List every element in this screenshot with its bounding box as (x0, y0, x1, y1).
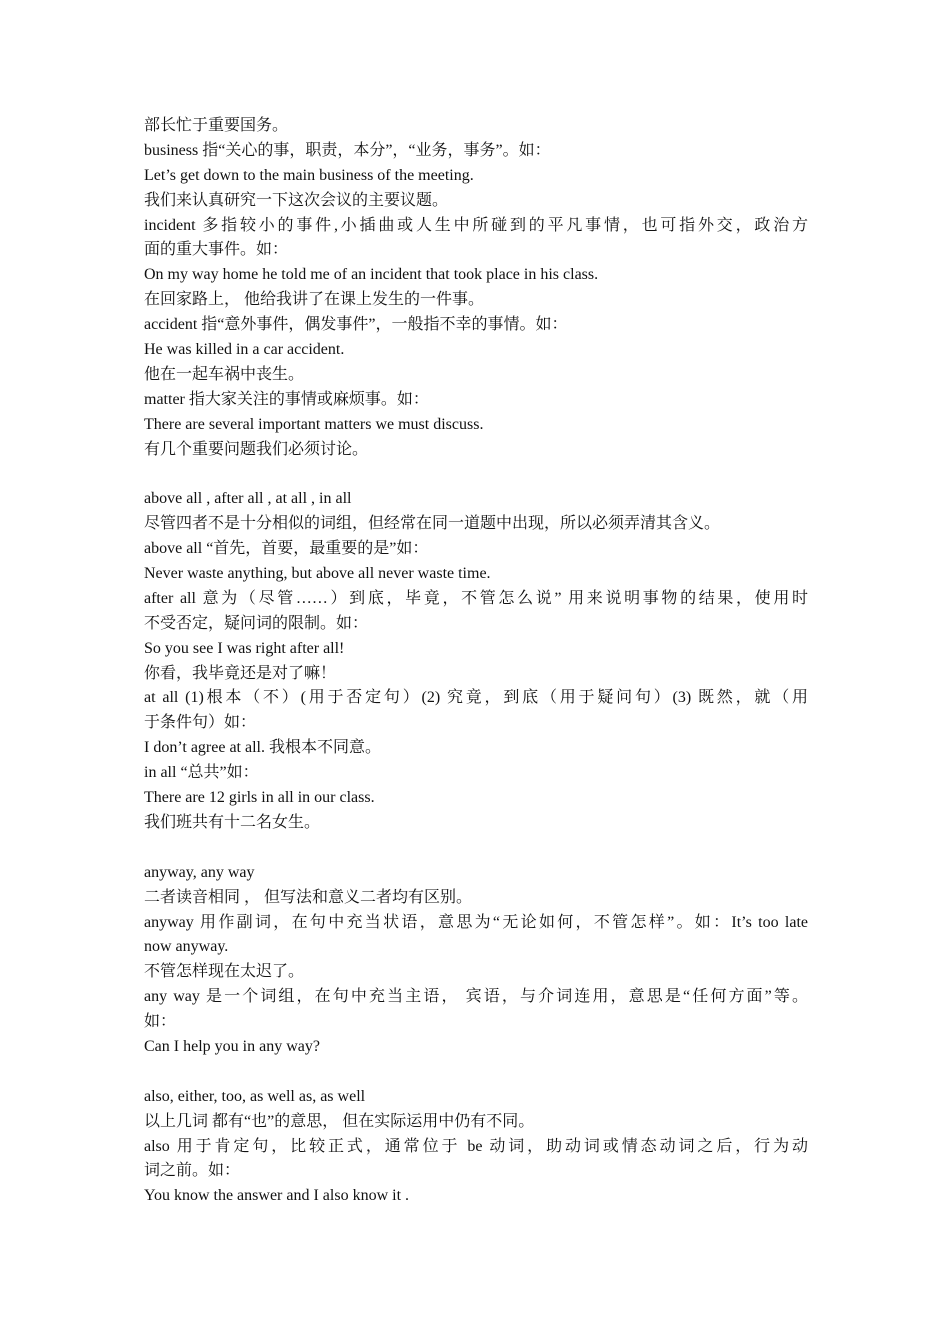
text-line: 不管怎样现在太迟了。 (144, 963, 305, 981)
text-line: 部长忙于重要国务。 (144, 117, 289, 134)
text-line: Let’s get down to the main business of the meeting. (144, 166, 474, 184)
blank-line (144, 1060, 808, 1085)
text-line: 我们班共有十二名女生。 (144, 813, 321, 831)
text-line: 以上几词 都有“也”的意思， 但在实际运用中仍有不同。 (144, 1112, 535, 1130)
text-line: On my way home he told me of an incident that took place in his class. (144, 266, 599, 284)
text-line: 如： (144, 1013, 177, 1031)
section-heading: anyway, any way (144, 863, 255, 881)
text-line: Can I help you in any way? (144, 1037, 320, 1055)
text-line: 你看，我毕竟还是对了嘛！ (144, 664, 337, 682)
text-line: in all “总共”如： (144, 764, 259, 782)
blank-line (144, 462, 808, 487)
text-line: 在回家路上， 他给我讲了在课上发生的一件事。 (144, 291, 485, 309)
text-line: There are several important matters we must discuss. (144, 415, 484, 433)
section-heading: also, either, too, as well as, as well (144, 1087, 366, 1105)
text-line: 有几个重要问题我们必须讨论。 (144, 440, 369, 458)
text-line: at all (1)根本（不）(用于否定句）(2) 究竟，到底（用于疑问句）(3) 既然，就（用 (144, 689, 808, 707)
text-line: incident 多指较小的事件,小插曲或人生中所碰到的平凡事情，也可指外交，政治方 (144, 216, 808, 234)
text-line: Never waste anything, but above all never waste time. (144, 565, 491, 583)
document-page (144, 114, 808, 1209)
text-line: 二者读音相同 ， 但写法和意义二者均有区别。 (144, 888, 473, 906)
blank-line (144, 836, 808, 861)
text-line: 他在一起车祸中丧生。 (144, 365, 305, 383)
text-line: after all 意为（尽管……）到底，毕竟，不管怎么说” 用来说明事物的结果，使用时 (144, 589, 808, 607)
text-line: There are 12 girls in all in our class. (144, 789, 375, 807)
text-line: above all “首先，首要，最重要的是”如： (144, 540, 429, 558)
text-line: now anyway. (144, 938, 229, 956)
text-line: 于条件句）如： (144, 714, 257, 732)
text-line: He was killed in a car accident. (144, 341, 345, 359)
text-line: accident 指“意外事件，偶发事件”，一般指不幸的事情。如： (144, 316, 568, 334)
text-line: You know the answer and I also know it . (144, 1187, 410, 1205)
text-line: I don’t agree at all. 我根本不同意。 (144, 739, 381, 757)
text-line: 面的重大事件。如： (144, 241, 289, 259)
text-line: 词之前。如： (144, 1162, 241, 1180)
text-line: 不受否定，疑问词的限制。如： (144, 614, 369, 632)
text-line: any way 是一个词组，在句中充当主语， 宾语，与介词连用，意思是“任何方面”等。 (144, 988, 808, 1006)
text-line: also 用于肯定句，比较正式，通常位于 be 动词，助动词或情态动词之后，行为动 (144, 1137, 808, 1155)
text-line: business 指“关心的事，职责，本分”，“业务，事务”。如： (144, 141, 551, 159)
text-line: anyway 用作副词，在句中充当状语，意思为“无论如何，不管怎样”。如：It’s too late (144, 913, 808, 931)
text-line: matter 指大家关注的事情或麻烦事。如： (144, 390, 429, 408)
text-line: So you see I was right after all! (144, 639, 345, 657)
text-line: 我们来认真研究一下这次会议的主要议题。 (144, 191, 449, 209)
section-heading: above all , after all , at all , in all (144, 490, 352, 508)
text-line: 尽管四者不是十分相似的词组，但经常在同一道题中出现，所以必须弄清其含义。 (144, 515, 721, 533)
